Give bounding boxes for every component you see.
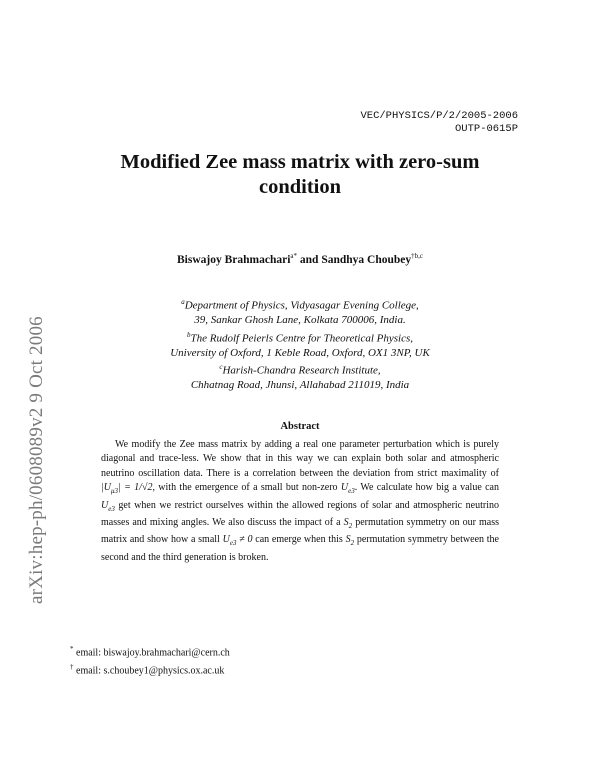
affiliation-mark: c	[219, 363, 223, 372]
affiliation-text: 39, Sankar Ghosh Lane, Kolkata 700006, India.	[194, 314, 406, 327]
abstract-subscript: e3	[348, 487, 355, 496]
abstract-subscript: e3	[229, 539, 237, 548]
affiliation-text: Harish-Chandra Research Institute,	[222, 364, 381, 377]
author-marks: a*	[290, 252, 298, 260]
author-name: Biswajoy Brahmachari	[177, 253, 291, 266]
abstract-text: We modify the Zee mass matrix by adding a real one parameter perturbation which is purely diagonal and trace-less. We show that in this way we can explain both solar and atmospheric neutrino oscillation data. There is a correlation between the deviation from strict maximality of	[101, 439, 499, 479]
footnote	[70, 660, 230, 678]
abstract-math: | = 1/√2	[118, 482, 153, 494]
affiliation-text: The Rudolf Peierls Centre for Theoretical Physics,	[190, 332, 413, 345]
abstract-math: U	[340, 482, 349, 494]
footnote-mark: *	[70, 645, 74, 653]
report-numbers	[360, 110, 518, 136]
footnote	[70, 642, 230, 660]
abstract-subscript: 2	[348, 522, 353, 531]
abstract-text: . We calculate how big a value can	[354, 482, 499, 494]
abstract-text: , with the emergence of a small but non-zero	[152, 482, 341, 494]
affiliations	[60, 295, 540, 393]
abstract-math: S	[343, 517, 349, 529]
abstract-math: U	[101, 499, 109, 511]
author-name: Sandhya Choubey	[321, 253, 412, 266]
abstract-heading: Abstract	[280, 421, 320, 432]
affiliation-mark: a	[181, 298, 185, 306]
author-list	[60, 252, 540, 266]
title-line: Modified Zee mass matrix with zero-sum	[120, 151, 480, 173]
affiliation-mark: b	[186, 330, 191, 339]
affiliation-line	[60, 346, 540, 361]
affiliation-line	[60, 328, 540, 346]
abstract-subscript: μ3	[110, 487, 118, 496]
affiliation-line	[60, 313, 540, 328]
abstract-math: S	[345, 534, 351, 546]
abstract-math: |U	[101, 482, 111, 494]
affiliation-line	[60, 360, 540, 378]
author-connector: and	[297, 253, 322, 266]
affiliation-line	[60, 378, 540, 393]
abstract-text: can emerge when this	[252, 534, 346, 546]
abstract-body	[101, 438, 499, 565]
abstract-subscript: e3	[108, 504, 115, 513]
abstract-text: permutation symmetry between the second and the third generation is broken.	[101, 534, 499, 563]
footnotes	[70, 642, 230, 679]
affiliation-line	[60, 295, 540, 313]
affiliation-text: University of Oxford, 1 Keble Road, Oxford, OX1 3NP, UK	[170, 346, 430, 359]
abstract-text: get when we restrict ourselves within the allowed regions of solar and atmospheric neutrino masses and mixing angles. We also discuss the impact of a	[101, 499, 499, 529]
footnote-mark: †	[70, 663, 74, 672]
abstract-text: permutation symmetry on our mass matrix and show how a small	[101, 517, 499, 546]
title-line: condition	[258, 176, 342, 198]
report-number: OUTP-0615P	[454, 123, 518, 135]
abstract-math: ≠ 0	[236, 534, 253, 546]
footnote-text: email: biswajoy.brahmachari@cern.ch	[76, 647, 230, 659]
footnote-text: email: s.choubey1@physics.ox.ac.uk	[76, 665, 225, 677]
report-number: VEC/PHYSICS/P/2/2005-2006	[360, 110, 518, 122]
affiliation-text: Chhatnag Road, Jhunsi, Allahabad 211019, India	[190, 379, 410, 392]
author-marks: †b,c	[411, 252, 423, 260]
arxiv-sidebar	[4, 194, 48, 604]
abstract-math: U	[222, 534, 230, 546]
arxiv-identifier: arXiv:hep-ph/0608089v2 9 Oct 2006	[26, 316, 47, 604]
abstract-subscript: 2	[350, 539, 355, 548]
affiliation-text: Department of Physics, Vidyasagar Evening College,	[184, 299, 419, 312]
paper-title	[60, 150, 540, 200]
